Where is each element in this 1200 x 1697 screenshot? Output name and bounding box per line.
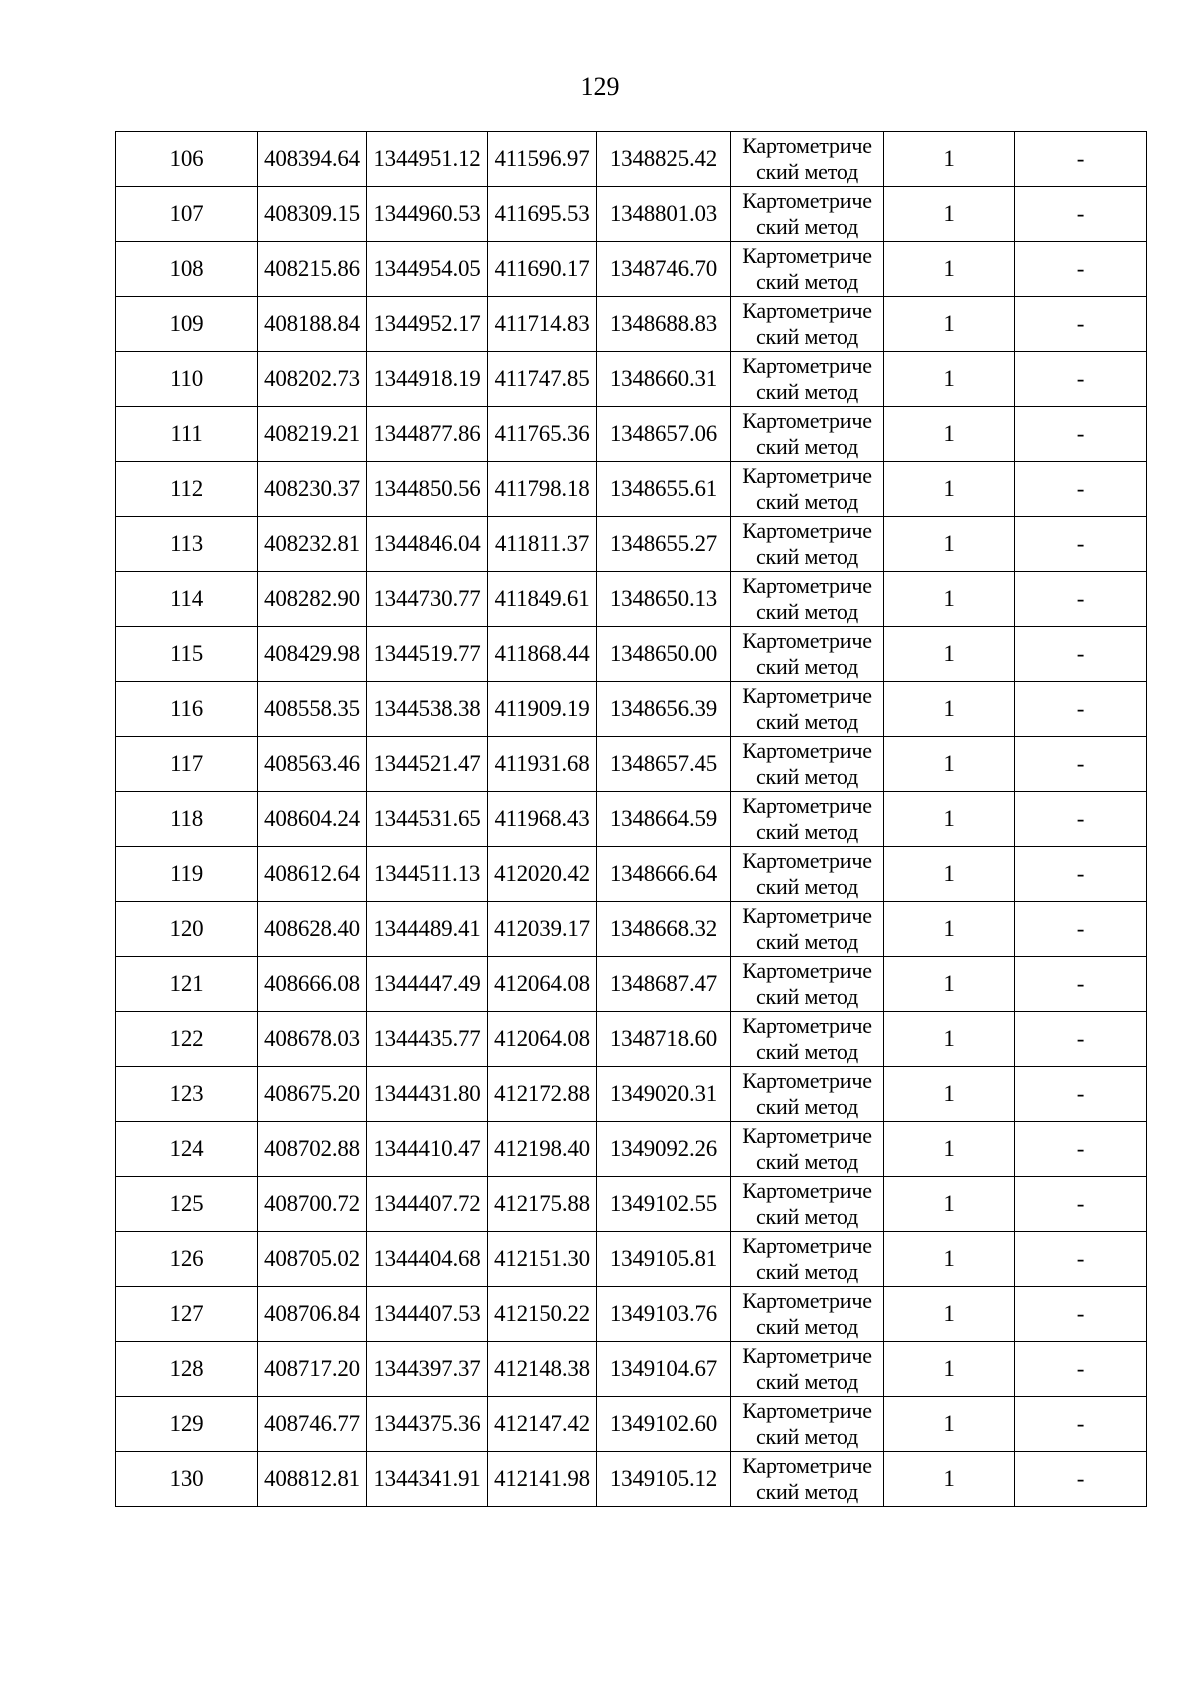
accuracy-cell: 1: [884, 572, 1015, 627]
table-row: [116, 1122, 1147, 1177]
x1-coordinate-cell: 408675.20: [258, 1067, 367, 1122]
y2-coordinate-cell: 1349092.26: [597, 1122, 731, 1177]
note-cell: -: [1015, 627, 1147, 682]
method-line-1: Картометриче: [742, 1178, 872, 1203]
point-number-cell: 129: [116, 1397, 258, 1452]
note-cell: -: [1015, 242, 1147, 297]
x1-coordinate-cell: 408309.15: [258, 187, 367, 242]
y1-coordinate-cell: 1344954.05: [367, 242, 488, 297]
method-cell: [731, 1012, 884, 1067]
y2-coordinate-cell: 1348666.64: [597, 847, 731, 902]
accuracy-cell: 1: [884, 1122, 1015, 1177]
table-row: [116, 462, 1147, 517]
x1-coordinate-cell: 408282.90: [258, 572, 367, 627]
x2-coordinate-cell: 412148.38: [488, 1342, 597, 1397]
note-cell: -: [1015, 1397, 1147, 1452]
method-cell: [731, 792, 884, 847]
table-row: [116, 297, 1147, 352]
method-cell: [731, 187, 884, 242]
coordinates-table-body: [116, 132, 1147, 1507]
x2-coordinate-cell: 411798.18: [488, 462, 597, 517]
accuracy-cell: 1: [884, 1287, 1015, 1342]
y2-coordinate-cell: 1349020.31: [597, 1067, 731, 1122]
method-line-2: ский метод: [755, 434, 859, 459]
method-line-1: Картометриче: [742, 628, 872, 653]
accuracy-cell: 1: [884, 1177, 1015, 1232]
method-line-1: Картометриче: [742, 1288, 872, 1313]
accuracy-cell: 1: [884, 1452, 1015, 1507]
y1-coordinate-cell: 1344375.36: [367, 1397, 488, 1452]
point-number-cell: 120: [116, 902, 258, 957]
y1-coordinate-cell: 1344846.04: [367, 517, 488, 572]
method-cell: [731, 572, 884, 627]
accuracy-cell: 1: [884, 352, 1015, 407]
method-line-2: ский метод: [755, 1479, 859, 1504]
y2-coordinate-cell: 1348650.13: [597, 572, 731, 627]
method-line-1: Картометриче: [742, 738, 872, 763]
table-row: [116, 352, 1147, 407]
x2-coordinate-cell: 411695.53: [488, 187, 597, 242]
point-number-cell: 125: [116, 1177, 258, 1232]
note-cell: -: [1015, 462, 1147, 517]
note-cell: -: [1015, 957, 1147, 1012]
note-cell: -: [1015, 847, 1147, 902]
point-number-cell: 126: [116, 1232, 258, 1287]
y2-coordinate-cell: 1348656.39: [597, 682, 731, 737]
point-number-cell: 112: [116, 462, 258, 517]
method-line-1: Картометриче: [742, 573, 872, 598]
method-cell: [731, 1397, 884, 1452]
method-line-1: Картометриче: [742, 848, 872, 873]
x1-coordinate-cell: 408746.77: [258, 1397, 367, 1452]
method-line-1: Картометриче: [742, 793, 872, 818]
point-number-cell: 107: [116, 187, 258, 242]
x2-coordinate-cell: 412172.88: [488, 1067, 597, 1122]
method-line-2: ский метод: [755, 1314, 859, 1339]
point-number-cell: 127: [116, 1287, 258, 1342]
table-row: [116, 407, 1147, 462]
y1-coordinate-cell: 1344918.19: [367, 352, 488, 407]
method-line-2: ский метод: [755, 1094, 859, 1119]
point-number-cell: 111: [116, 407, 258, 462]
y1-coordinate-cell: 1344521.47: [367, 737, 488, 792]
table-row: [116, 572, 1147, 627]
y1-coordinate-cell: 1344511.13: [367, 847, 488, 902]
y1-coordinate-cell: 1344730.77: [367, 572, 488, 627]
note-cell: -: [1015, 352, 1147, 407]
method-line-1: Картометриче: [742, 463, 872, 488]
y1-coordinate-cell: 1344960.53: [367, 187, 488, 242]
note-cell: -: [1015, 407, 1147, 462]
method-line-2: ский метод: [755, 214, 859, 239]
method-line-1: Картометриче: [742, 243, 872, 268]
method-line-1: Картометриче: [742, 1123, 872, 1148]
method-line-2: ский метод: [755, 654, 859, 679]
table-row: [116, 1342, 1147, 1397]
coordinates-table: [115, 131, 1147, 1507]
x1-coordinate-cell: 408202.73: [258, 352, 367, 407]
method-cell: [731, 352, 884, 407]
y1-coordinate-cell: 1344410.47: [367, 1122, 488, 1177]
accuracy-cell: 1: [884, 1232, 1015, 1287]
method-cell: [731, 1177, 884, 1232]
table-row: [116, 847, 1147, 902]
y2-coordinate-cell: 1348657.06: [597, 407, 731, 462]
method-cell: [731, 1452, 884, 1507]
y2-coordinate-cell: 1349105.12: [597, 1452, 731, 1507]
y2-coordinate-cell: 1348746.70: [597, 242, 731, 297]
y2-coordinate-cell: 1348664.59: [597, 792, 731, 847]
accuracy-cell: 1: [884, 627, 1015, 682]
table-row: [116, 1012, 1147, 1067]
table-row: [116, 627, 1147, 682]
x2-coordinate-cell: 411868.44: [488, 627, 597, 682]
table-row: [116, 242, 1147, 297]
note-cell: -: [1015, 1067, 1147, 1122]
accuracy-cell: 1: [884, 1342, 1015, 1397]
method-line-2: ский метод: [755, 819, 859, 844]
point-number-cell: 114: [116, 572, 258, 627]
method-cell: [731, 1287, 884, 1342]
accuracy-cell: 1: [884, 517, 1015, 572]
y1-coordinate-cell: 1344877.86: [367, 407, 488, 462]
method-line-1: Картометриче: [742, 408, 872, 433]
x2-coordinate-cell: 412039.17: [488, 902, 597, 957]
x1-coordinate-cell: 408702.88: [258, 1122, 367, 1177]
method-cell: [731, 737, 884, 792]
point-number-cell: 117: [116, 737, 258, 792]
accuracy-cell: 1: [884, 462, 1015, 517]
note-cell: -: [1015, 297, 1147, 352]
y1-coordinate-cell: 1344531.65: [367, 792, 488, 847]
method-cell: [731, 902, 884, 957]
x1-coordinate-cell: 408705.02: [258, 1232, 367, 1287]
y1-coordinate-cell: 1344519.77: [367, 627, 488, 682]
method-line-2: ский метод: [755, 929, 859, 954]
method-cell: [731, 242, 884, 297]
method-cell: [731, 132, 884, 187]
accuracy-cell: 1: [884, 297, 1015, 352]
method-line-1: Картометриче: [742, 958, 872, 983]
accuracy-cell: 1: [884, 957, 1015, 1012]
y2-coordinate-cell: 1349105.81: [597, 1232, 731, 1287]
note-cell: -: [1015, 1012, 1147, 1067]
method-line-1: Картометриче: [742, 1343, 872, 1368]
note-cell: -: [1015, 572, 1147, 627]
table-row: [116, 682, 1147, 737]
method-line-2: ский метод: [755, 1424, 859, 1449]
method-cell: [731, 627, 884, 682]
x1-coordinate-cell: 408232.81: [258, 517, 367, 572]
method-line-2: ский метод: [755, 379, 859, 404]
x1-coordinate-cell: 408604.24: [258, 792, 367, 847]
y1-coordinate-cell: 1344952.17: [367, 297, 488, 352]
x1-coordinate-cell: 408215.86: [258, 242, 367, 297]
accuracy-cell: 1: [884, 847, 1015, 902]
accuracy-cell: 1: [884, 1012, 1015, 1067]
y1-coordinate-cell: 1344435.77: [367, 1012, 488, 1067]
x2-coordinate-cell: 412198.40: [488, 1122, 597, 1177]
method-line-2: ский метод: [755, 764, 859, 789]
y2-coordinate-cell: 1348825.42: [597, 132, 731, 187]
note-cell: -: [1015, 1177, 1147, 1232]
table-row: [116, 1232, 1147, 1287]
point-number-cell: 123: [116, 1067, 258, 1122]
y1-coordinate-cell: 1344489.41: [367, 902, 488, 957]
x1-coordinate-cell: 408219.21: [258, 407, 367, 462]
note-cell: -: [1015, 517, 1147, 572]
accuracy-cell: 1: [884, 1397, 1015, 1452]
x2-coordinate-cell: 411714.83: [488, 297, 597, 352]
method-line-1: Картометриче: [742, 903, 872, 928]
accuracy-cell: 1: [884, 242, 1015, 297]
point-number-cell: 128: [116, 1342, 258, 1397]
method-cell: [731, 297, 884, 352]
method-line-1: Картометриче: [742, 1068, 872, 1093]
point-number-cell: 130: [116, 1452, 258, 1507]
y2-coordinate-cell: 1348655.27: [597, 517, 731, 572]
x2-coordinate-cell: 411811.37: [488, 517, 597, 572]
x1-coordinate-cell: 408558.35: [258, 682, 367, 737]
y2-coordinate-cell: 1349102.60: [597, 1397, 731, 1452]
note-cell: -: [1015, 1342, 1147, 1397]
x1-coordinate-cell: 408678.03: [258, 1012, 367, 1067]
point-number-cell: 119: [116, 847, 258, 902]
point-number-cell: 108: [116, 242, 258, 297]
table-row: [116, 737, 1147, 792]
y2-coordinate-cell: 1348801.03: [597, 187, 731, 242]
method-cell: [731, 1122, 884, 1177]
method-cell: [731, 462, 884, 517]
note-cell: -: [1015, 187, 1147, 242]
y2-coordinate-cell: 1349104.67: [597, 1342, 731, 1397]
x2-coordinate-cell: 412147.42: [488, 1397, 597, 1452]
x2-coordinate-cell: 412151.30: [488, 1232, 597, 1287]
accuracy-cell: 1: [884, 737, 1015, 792]
x2-coordinate-cell: 411849.61: [488, 572, 597, 627]
point-number-cell: 122: [116, 1012, 258, 1067]
note-cell: -: [1015, 1452, 1147, 1507]
table-row: [116, 957, 1147, 1012]
x2-coordinate-cell: 412175.88: [488, 1177, 597, 1232]
x2-coordinate-cell: 412064.08: [488, 957, 597, 1012]
y1-coordinate-cell: 1344341.91: [367, 1452, 488, 1507]
table-row: [116, 1397, 1147, 1452]
method-line-2: ский метод: [755, 599, 859, 624]
method-line-1: Картометриче: [742, 133, 872, 158]
accuracy-cell: 1: [884, 682, 1015, 737]
method-cell: [731, 1232, 884, 1287]
method-line-2: ский метод: [755, 1149, 859, 1174]
method-cell: [731, 847, 884, 902]
point-number-cell: 115: [116, 627, 258, 682]
accuracy-cell: 1: [884, 407, 1015, 462]
y2-coordinate-cell: 1348650.00: [597, 627, 731, 682]
method-cell: [731, 957, 884, 1012]
y1-coordinate-cell: 1344850.56: [367, 462, 488, 517]
point-number-cell: 110: [116, 352, 258, 407]
method-line-1: Картометриче: [742, 683, 872, 708]
point-number-cell: 121: [116, 957, 258, 1012]
page-number: 129: [580, 72, 620, 101]
x1-coordinate-cell: 408612.64: [258, 847, 367, 902]
x2-coordinate-cell: 411765.36: [488, 407, 597, 462]
x1-coordinate-cell: 408188.84: [258, 297, 367, 352]
accuracy-cell: 1: [884, 1067, 1015, 1122]
x2-coordinate-cell: 411690.17: [488, 242, 597, 297]
y1-coordinate-cell: 1344407.72: [367, 1177, 488, 1232]
x2-coordinate-cell: 412020.42: [488, 847, 597, 902]
note-cell: -: [1015, 792, 1147, 847]
x1-coordinate-cell: 408394.64: [258, 132, 367, 187]
method-line-2: ский метод: [755, 489, 859, 514]
x1-coordinate-cell: 408717.20: [258, 1342, 367, 1397]
note-cell: -: [1015, 1122, 1147, 1177]
y2-coordinate-cell: 1348718.60: [597, 1012, 731, 1067]
method-line-1: Картометриче: [742, 1398, 872, 1423]
y2-coordinate-cell: 1348687.47: [597, 957, 731, 1012]
x2-coordinate-cell: 411968.43: [488, 792, 597, 847]
method-line-2: ский метод: [755, 324, 859, 349]
method-line-1: Картометриче: [742, 353, 872, 378]
x2-coordinate-cell: 412141.98: [488, 1452, 597, 1507]
method-line-2: ский метод: [755, 1369, 859, 1394]
method-line-2: ский метод: [755, 1039, 859, 1064]
method-line-1: Картометриче: [742, 1453, 872, 1478]
accuracy-cell: 1: [884, 792, 1015, 847]
table-row: [116, 1452, 1147, 1507]
y1-coordinate-cell: 1344951.12: [367, 132, 488, 187]
y1-coordinate-cell: 1344404.68: [367, 1232, 488, 1287]
x1-coordinate-cell: 408628.40: [258, 902, 367, 957]
point-number-cell: 116: [116, 682, 258, 737]
x1-coordinate-cell: 408812.81: [258, 1452, 367, 1507]
accuracy-cell: 1: [884, 132, 1015, 187]
point-number-cell: 124: [116, 1122, 258, 1177]
x2-coordinate-cell: 411909.19: [488, 682, 597, 737]
table-row: [116, 187, 1147, 242]
table-row: [116, 132, 1147, 187]
note-cell: -: [1015, 1287, 1147, 1342]
y1-coordinate-cell: 1344397.37: [367, 1342, 488, 1397]
x1-coordinate-cell: 408230.37: [258, 462, 367, 517]
method-line-2: ский метод: [755, 1204, 859, 1229]
table-row: [116, 1177, 1147, 1232]
method-line-2: ский метод: [755, 1259, 859, 1284]
point-number-cell: 109: [116, 297, 258, 352]
y1-coordinate-cell: 1344538.38: [367, 682, 488, 737]
y1-coordinate-cell: 1344447.49: [367, 957, 488, 1012]
method-line-1: Картометриче: [742, 188, 872, 213]
method-line-1: Картометриче: [742, 298, 872, 323]
y2-coordinate-cell: 1349103.76: [597, 1287, 731, 1342]
method-line-2: ский метод: [755, 544, 859, 569]
x1-coordinate-cell: 408666.08: [258, 957, 367, 1012]
method-line-1: Картометриче: [742, 518, 872, 543]
point-number-cell: 118: [116, 792, 258, 847]
table-row: [116, 1067, 1147, 1122]
x2-coordinate-cell: 412064.08: [488, 1012, 597, 1067]
note-cell: -: [1015, 682, 1147, 737]
table-row: [116, 517, 1147, 572]
note-cell: -: [1015, 737, 1147, 792]
method-line-1: Картометриче: [742, 1013, 872, 1038]
accuracy-cell: 1: [884, 187, 1015, 242]
note-cell: -: [1015, 902, 1147, 957]
table-row: [116, 902, 1147, 957]
point-number-cell: 106: [116, 132, 258, 187]
y2-coordinate-cell: 1348655.61: [597, 462, 731, 517]
y2-coordinate-cell: 1348668.32: [597, 902, 731, 957]
method-cell: [731, 1067, 884, 1122]
x2-coordinate-cell: 411931.68: [488, 737, 597, 792]
method-line-2: ский метод: [755, 709, 859, 734]
x2-coordinate-cell: 411747.85: [488, 352, 597, 407]
y2-coordinate-cell: 1348688.83: [597, 297, 731, 352]
x1-coordinate-cell: 408700.72: [258, 1177, 367, 1232]
y2-coordinate-cell: 1348660.31: [597, 352, 731, 407]
method-line-1: Картометриче: [742, 1233, 872, 1258]
method-line-2: ский метод: [755, 159, 859, 184]
method-cell: [731, 517, 884, 572]
method-line-2: ский метод: [755, 984, 859, 1009]
x2-coordinate-cell: 412150.22: [488, 1287, 597, 1342]
table-row: [116, 792, 1147, 847]
table-row: [116, 1287, 1147, 1342]
x1-coordinate-cell: 408563.46: [258, 737, 367, 792]
x1-coordinate-cell: 408706.84: [258, 1287, 367, 1342]
method-cell: [731, 682, 884, 737]
x2-coordinate-cell: 411596.97: [488, 132, 597, 187]
note-cell: -: [1015, 1232, 1147, 1287]
y1-coordinate-cell: 1344407.53: [367, 1287, 488, 1342]
accuracy-cell: 1: [884, 902, 1015, 957]
point-number-cell: 113: [116, 517, 258, 572]
x1-coordinate-cell: 408429.98: [258, 627, 367, 682]
y2-coordinate-cell: 1348657.45: [597, 737, 731, 792]
method-line-2: ский метод: [755, 269, 859, 294]
note-cell: -: [1015, 132, 1147, 187]
method-cell: [731, 407, 884, 462]
method-cell: [731, 1342, 884, 1397]
method-line-2: ский метод: [755, 874, 859, 899]
y1-coordinate-cell: 1344431.80: [367, 1067, 488, 1122]
y2-coordinate-cell: 1349102.55: [597, 1177, 731, 1232]
